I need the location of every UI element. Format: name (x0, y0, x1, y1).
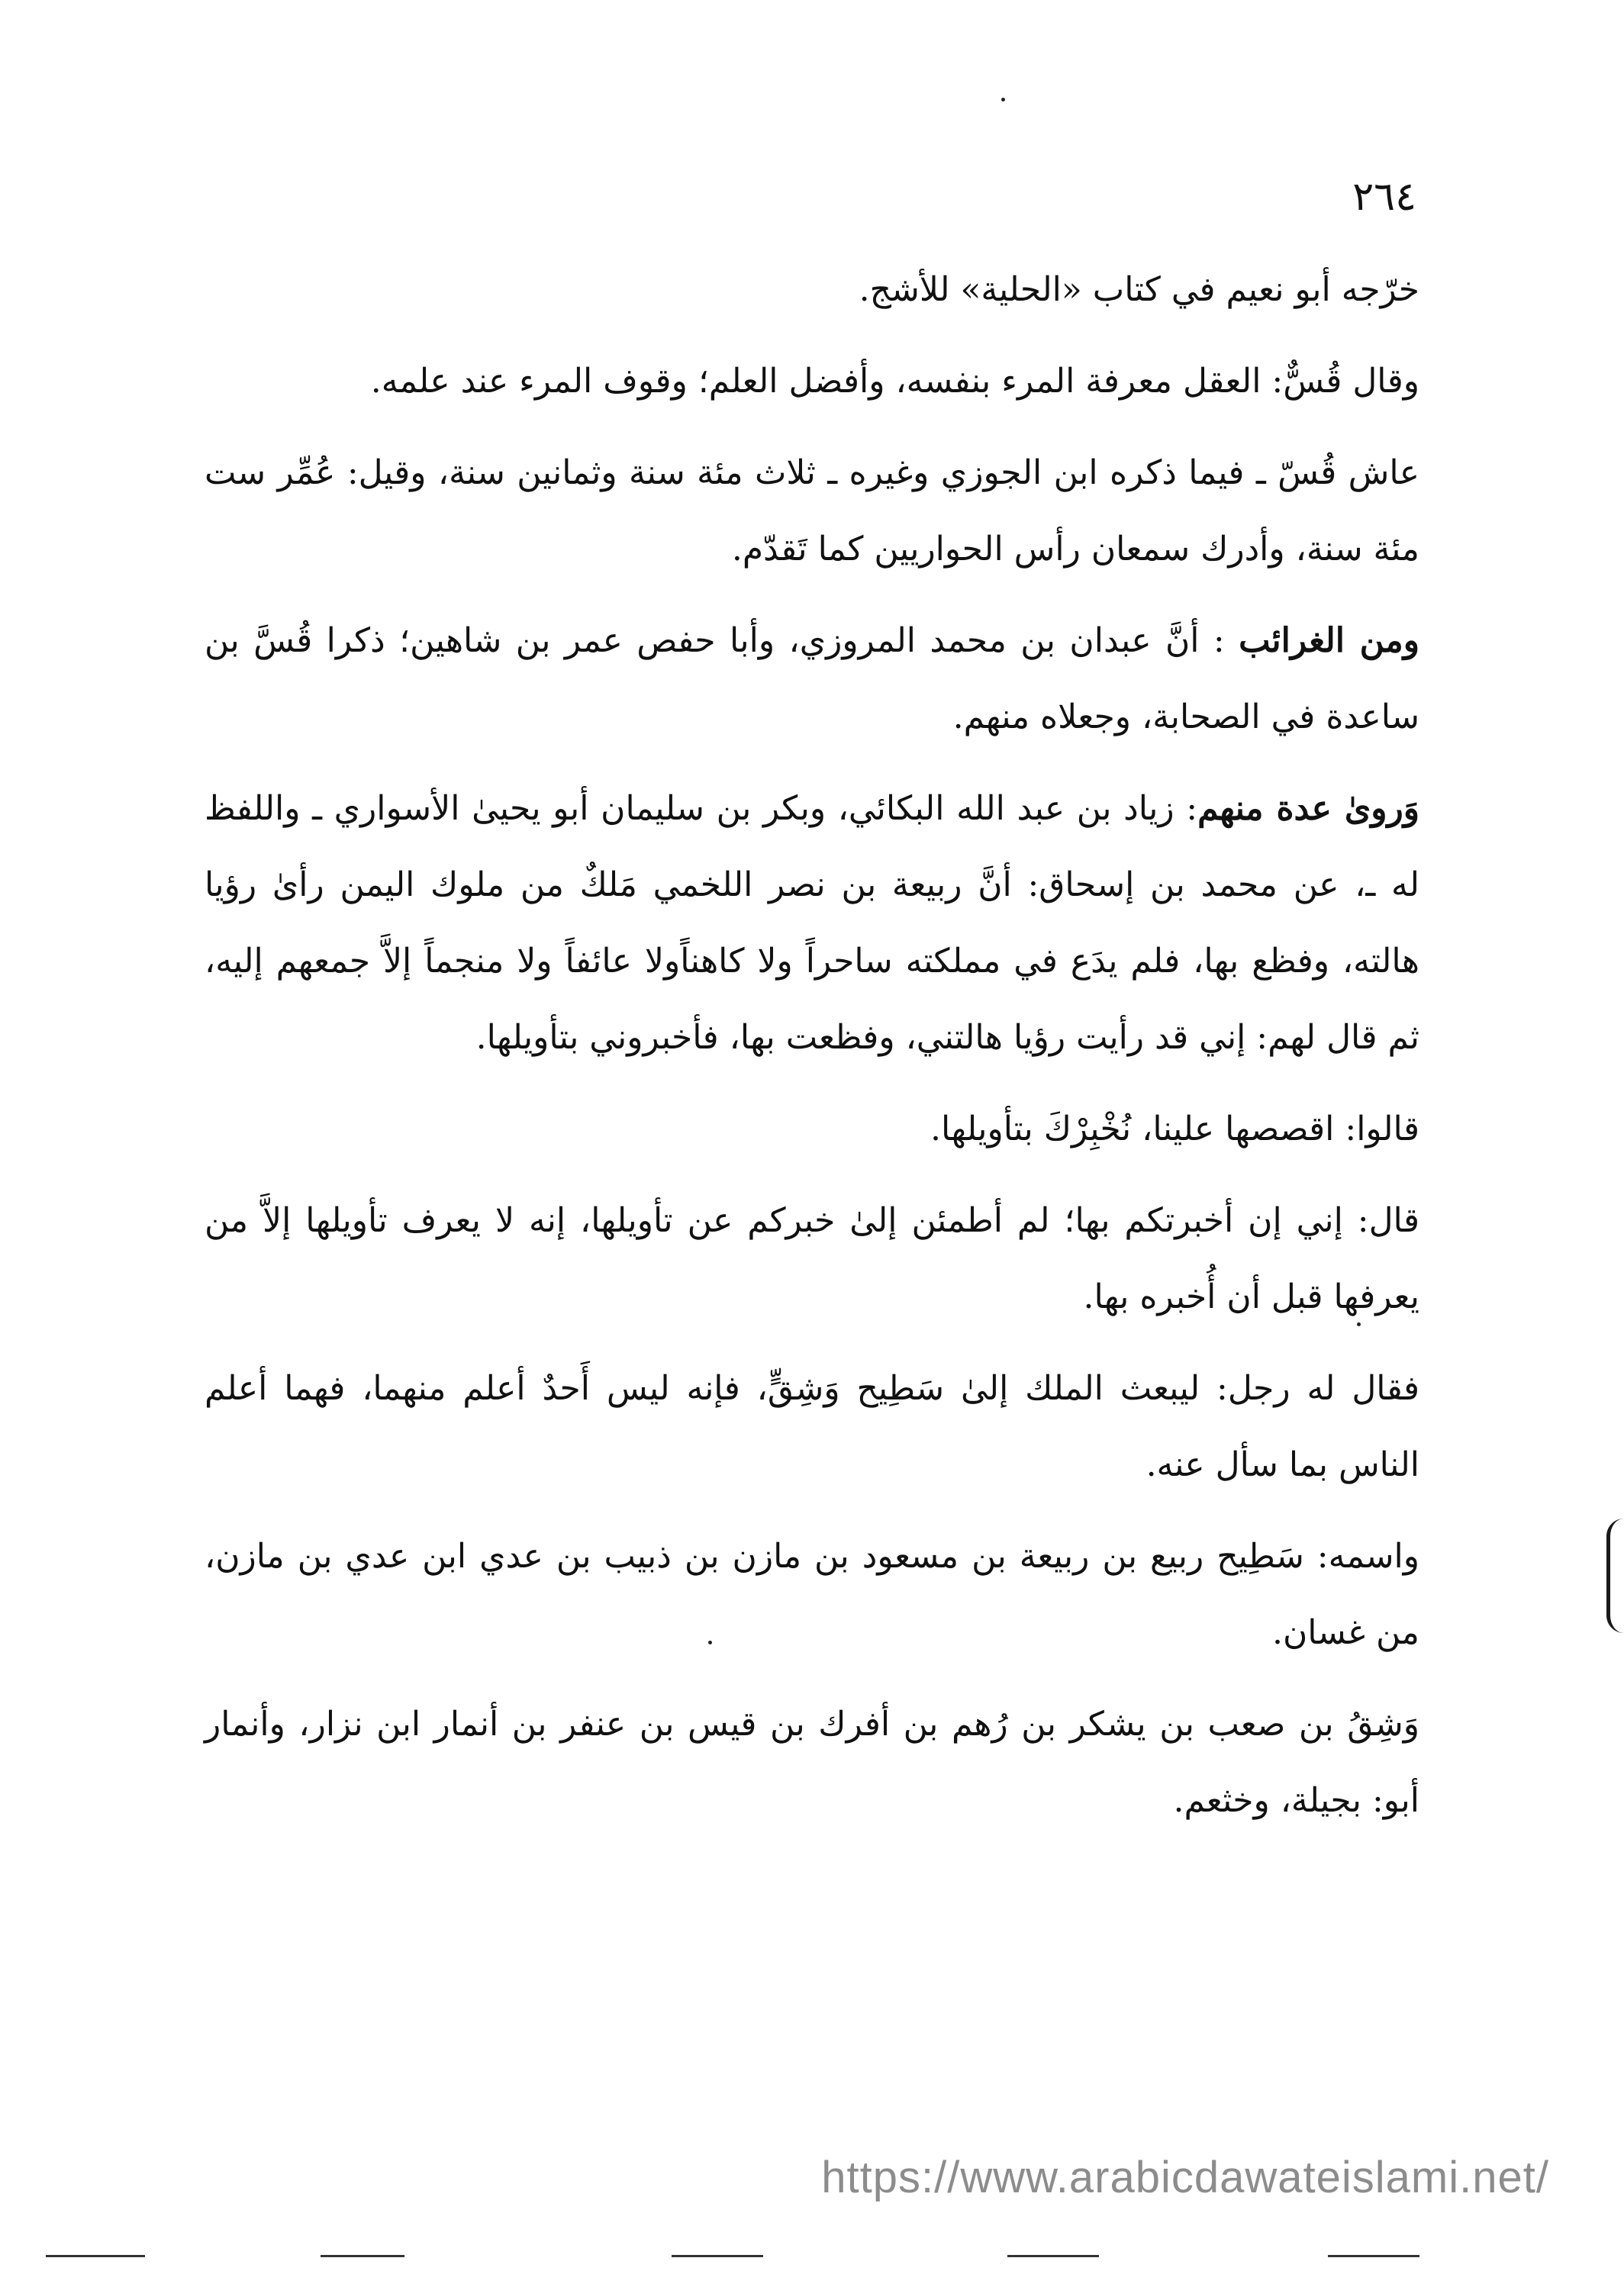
paragraph-8 (205, 1351, 1419, 1503)
paragraph-9 (205, 1519, 1419, 1671)
page-body (205, 252, 1419, 1854)
scan-edge-mark (1606, 1519, 1624, 1633)
page-number: ٢٦٤ (1352, 174, 1416, 220)
paragraph-text: : أنَّ عبدان بن محمد المروزي، وأبا حفص عمر بن شاهين؛ ذكرا قُسَّ بن ساعدة في الصحابة، وجعلاه منهم. (205, 621, 1419, 736)
scan-bottom-rule (672, 2255, 763, 2257)
paragraph-7 (205, 1183, 1419, 1335)
paragraph-text: قالوا: اقصصها علينا، نُخْبِرْكَ بتأويلها. (930, 1110, 1419, 1148)
scan-bottom-rule (46, 2255, 145, 2257)
paragraph-text: وَشِقُ بن صعب بن يشكر بن رُهم بن أفرك بن قيس بن عنفر بن أنمار ابن نزار، وأنمار أبو: بجيلة، وخثعم. (205, 1705, 1419, 1820)
paragraph-1 (205, 252, 1419, 328)
scan-bottom-rule (1007, 2255, 1099, 2257)
paragraph-2 (205, 343, 1419, 420)
scan-speck (1001, 98, 1005, 101)
watermark-url: https://www.arabicdawateislami.net/ (821, 2153, 1549, 2202)
scan-bottom-rule (1328, 2255, 1419, 2257)
scan-bottom-rule (321, 2255, 404, 2257)
scan-speck (708, 1641, 712, 1644)
paragraph-4 (205, 603, 1419, 755)
paragraph-text: : زياد بن عبد الله البكائي، وبكر بن سليمان أبو يحيىٰ الأسواري ـ واللفظ له ـ، عن محمد بن إسحاق: أنَّ ربيعة بن نصر اللخمي مَلكٌ من ملوك اليمن رأىٰ رؤيا هالته، وفظع بها، فلم يدَع في مملكته ساحراً ولا كاهناًولا عائفاً ولا منجماً إلاَّ جمعهم إليه، ثم قال لهم: إني قد رأيت رؤيا هالتني، وفظعت بها، فأخبروني بتأويلها. (205, 789, 1419, 1057)
scan-speck (1357, 1322, 1361, 1326)
paragraph-text: خرّجه أبو نعيم في كتاب «الحلية» للأشج. (859, 270, 1419, 309)
paragraph-text: عاش قُسّ ـ فيما ذكره ابن الجوزي وغيره ـ ثلاث مئة سنة وثمانين سنة، وقيل: عُمِّر ست مئة سنة، وأدرك سمعان رأس الحواريين كما تَقدّم. (205, 453, 1419, 568)
paragraph-5 (205, 771, 1419, 1076)
paragraph-lead: ومن الغرائب (1239, 621, 1419, 660)
paragraph-text: واسمه: سَطِيح ربيع بن ربيعة بن مسعود بن مازن بن ذبيب بن عدي ابن عدي بن مازن، من غسان. (205, 1537, 1419, 1652)
paragraph-text: وقال قُسٌّ: العقل معرفة المرء بنفسه، وأفضل العلم؛ وقوف المرء عند علمه. (370, 362, 1419, 401)
paragraph-3 (205, 435, 1419, 588)
paragraph-6 (205, 1091, 1419, 1168)
paragraph-10 (205, 1686, 1419, 1839)
paragraph-lead: وَروىٰ عدة منهم (1197, 789, 1419, 828)
paragraph-text: فقال له رجل: ليبعث الملك إلىٰ سَطِيح وَشِقٍّ، فإنه ليس أَحدٌ أعلم منهما، فهما أعلم الناس بما سأل عنه. (205, 1369, 1419, 1484)
paragraph-text: قال: إني إن أخبرتكم بها؛ لم أطمئن إلىٰ خبركم عن تأويلها، إنه لا يعرف تأويلها إلاَّ من يعرفها قبل أن أُخبره بها. (205, 1201, 1419, 1316)
